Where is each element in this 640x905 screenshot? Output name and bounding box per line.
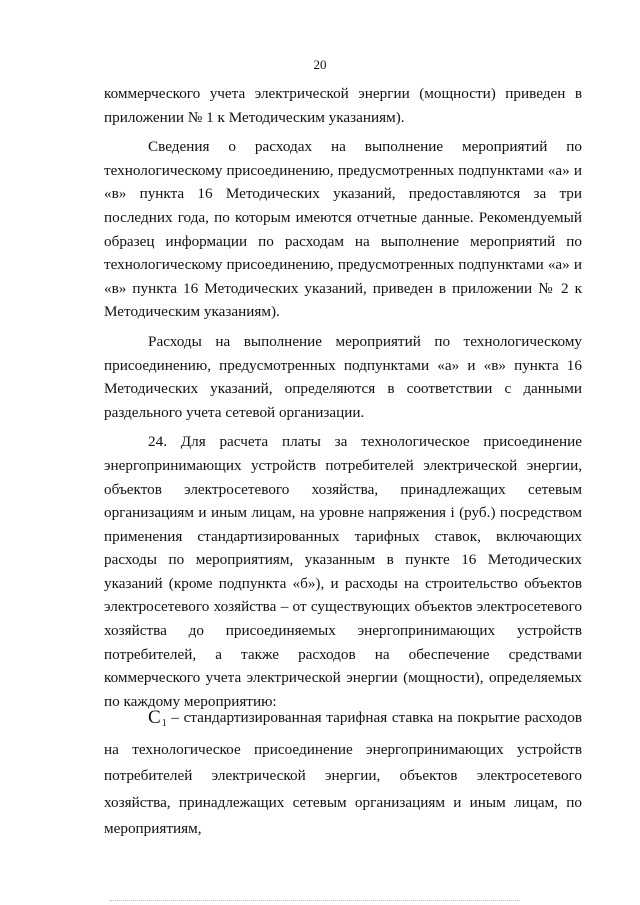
paragraph-expense-info: Сведения о расходах на выполнение мероприятий по технологическому присоединению, предусмотренных подпунктами «а» и «в» пункта 16 Методических указаний, предоставляются за три последних года, по которым имеются отчетные данные. Рекомендуемый образец информации по расходам на выполнение мероприятий по технологическому присоединению, предусмотренных подпунктами «а» и «в» пункта 16 Методических указаний, приведен в приложении № 2 к Методическим указаниям). <box>104 138 582 321</box>
formula-definition <box>104 704 582 843</box>
paragraph-expense-determination: Расходы на выполнение мероприятий по технологическому присоединению, предусмотренных подпунктами «а» и «в» пункта 16 Методических указаний, определяются в соответствии с данными раздельного учета сетевой организации. <box>104 332 582 421</box>
paragraph-item-24: 24. Для расчета платы за технологическое присоединение энергопринимающих устройств потребителей электрической энергии, объектов электросетевого хозяйства, принадлежащих сетевым организациям и иным лицам, на уровне напряжения i (руб.) посредством применения стандартизированных тарифных ставок, включающих расходы по мероприятиям, указанным в пункте 16 Методических указаний (кроме подпункта «б»), и расходы на строительство объектов электросетевого хозяйства – от существующих объектов электросетевого хозяйства до присоединяемых энергопринимающих устройств потребителей, а также расходов на обеспечение средствами коммерческого учета электрической энергии (мощности), определяемых по каждому мероприятию: <box>104 433 582 710</box>
formula-symbol: $C_1$ <box>148 707 167 729</box>
page-number: 20 <box>313 57 327 72</box>
scan-edge-line <box>110 900 520 901</box>
document-body <box>104 82 582 713</box>
formula-subscript: 1 <box>161 718 167 729</box>
formula-description: – стандартизированная тарифная ставка на покрытие расходов на технологическое присоединение энергопринимающих устройств потребителей электрической энергии, объектов электросетевого хозяйства, принадлежащих сетевым организациям и иным лицам, по мероприятиям, <box>104 709 582 837</box>
paragraph-continuation: коммерческого учета электрической энергии (мощности) приведен в приложении № 1 к Методическим указаниям). <box>104 85 582 126</box>
